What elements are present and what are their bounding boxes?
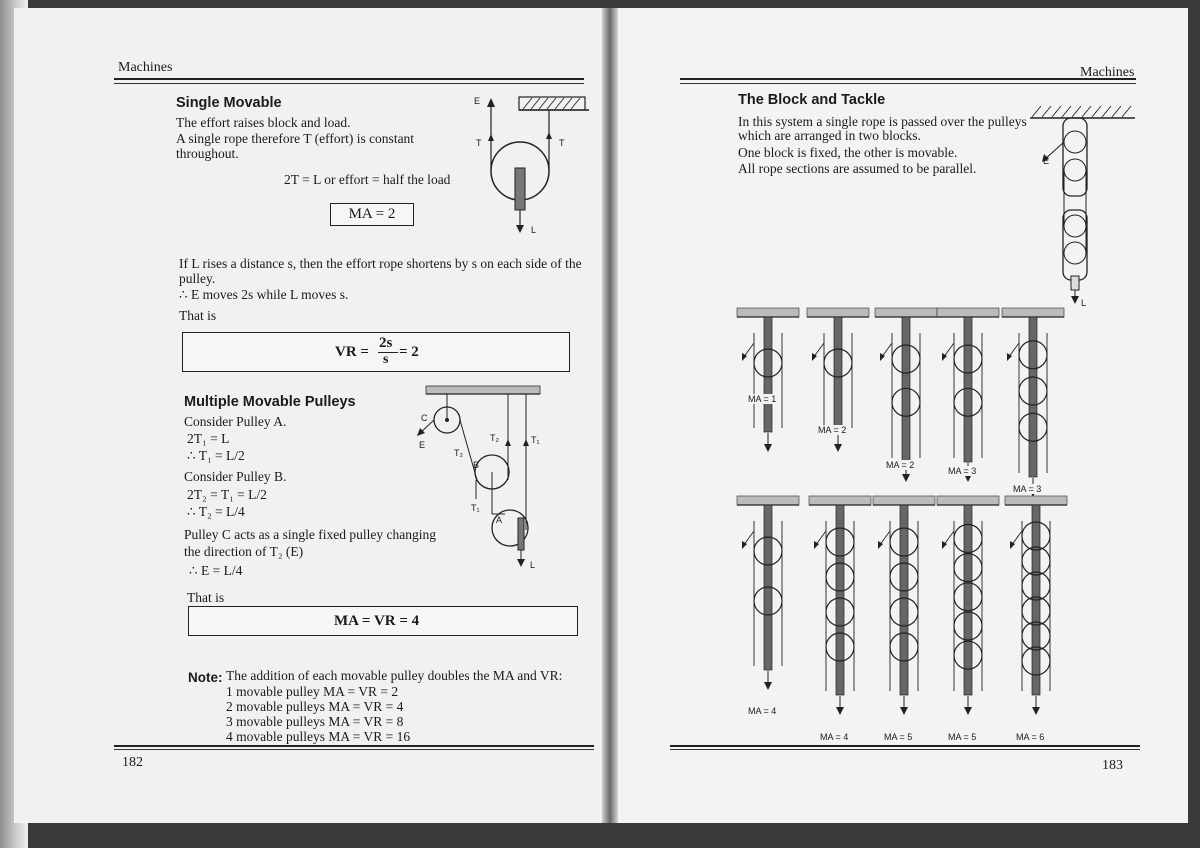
note-row: 2 movable pulleys MA = VR = 4 (226, 699, 404, 714)
vr-lhs: VR = (335, 344, 369, 360)
text-line: ∴ E = L/4 (189, 563, 243, 578)
label-b: B (473, 460, 480, 470)
ma-caption: MA = 6 (1016, 732, 1045, 742)
text-line: 2T₂ = T₁ = L/2 (187, 487, 267, 502)
header-rule (114, 78, 584, 80)
ma-vr-text: MA = VR = 4 (334, 613, 420, 629)
book-spine (602, 8, 618, 823)
note-label: Note: (188, 670, 223, 685)
block-tackle-system-r2-2 (869, 496, 939, 751)
multiple-pulleys-diagram (414, 384, 574, 569)
ma-caption: MA = 1 (748, 394, 777, 404)
text-line: pulley. (179, 271, 216, 286)
label-t2: T₂ (454, 448, 463, 458)
note-row: 3 movable pulleys MA = VR = 8 (226, 714, 404, 729)
note-text: The addition of each movable pulley doubles the MA and VR: (226, 668, 563, 683)
ma-caption: MA = 2 (886, 460, 915, 470)
text-line: The effort raises block and load. (176, 115, 351, 130)
label-c: C (421, 413, 428, 423)
text-line: A single rope therefore T (effort) is constant (176, 131, 415, 146)
ma-caption: MA = 4 (748, 706, 777, 716)
running-head: Machines (1080, 65, 1135, 80)
label-t1: T₁ (471, 503, 480, 513)
ma-box: MA = 2 (330, 203, 414, 226)
vr-denominator: s (383, 352, 389, 367)
section-title: Multiple Movable Pulleys (184, 394, 356, 410)
ma-caption: MA = 5 (948, 732, 977, 742)
page-number: 183 (1102, 758, 1123, 773)
header-rule-thin (114, 83, 584, 84)
ma-caption: MA = 3 (948, 466, 977, 476)
text-line: In this system a single rope is passed over the pulleys (738, 114, 1027, 129)
section-title: Single Movable (176, 95, 282, 111)
footer-rule (114, 745, 594, 747)
text-line: which are arranged in two blocks. (738, 128, 921, 143)
ma-caption: MA = 4 (820, 732, 849, 742)
block-tackle-system-r1-2 (871, 308, 941, 518)
text-line: 2T₁ = L (187, 431, 230, 446)
equation: 2T = L or effort = half the load (284, 172, 451, 187)
left-page (14, 8, 616, 823)
text-line: Consider Pulley B. (184, 469, 287, 484)
text-line: If L rises a distance s, then the effort rope shortens by s on each side of the (179, 256, 582, 271)
running-head: Machines (118, 60, 173, 75)
text-line: throughout. (176, 146, 239, 161)
block-tackle-system-r2-1 (805, 496, 875, 751)
label-load: L (531, 225, 537, 235)
label-t2: T₂ (490, 433, 499, 443)
block-tackle-system-r2-4 (1001, 496, 1071, 751)
header-rule (680, 78, 1136, 80)
footer-rule-thin (114, 749, 594, 750)
label-a: A (496, 515, 503, 525)
label-effort: E (1043, 156, 1050, 166)
text-line: ∴ E moves 2s while L moves s. (179, 287, 349, 302)
ma-vr-box (188, 606, 578, 636)
block-and-tackle-diagram (1030, 100, 1140, 305)
block-tackle-system-r2-3 (933, 496, 1003, 751)
text-line: One block is fixed, the other is movable. (738, 145, 958, 160)
label-effort: E (474, 96, 481, 106)
vr-box (182, 332, 570, 372)
ma-caption: MA = 3 (1013, 484, 1042, 494)
text-line: Consider Pulley A. (184, 414, 287, 429)
ma-caption: MA = 2 (818, 425, 847, 435)
block-tackle-system-r1-1 (803, 308, 873, 488)
page-number: 182 (122, 755, 143, 770)
text-line: That is (179, 308, 217, 323)
text-line: the direction of T₂ (E) (184, 544, 304, 559)
vr-rhs: = 2 (399, 344, 419, 360)
label-tension: T (559, 138, 565, 148)
text-line: That is (187, 590, 225, 605)
section-title: The Block and Tackle (738, 92, 886, 108)
note-row: 1 movable pulley MA = VR = 2 (226, 684, 399, 699)
label-load: L (1081, 298, 1087, 308)
vr-numerator: 2s (379, 335, 393, 351)
text-line: ∴ T₁ = L/2 (187, 448, 245, 463)
text-line: All rope sections are assumed to be parallel. (738, 161, 977, 176)
text-line: Pulley C acts as a single fixed pulley changing (184, 527, 436, 542)
label-load: L (530, 560, 536, 570)
header-rule-thin (680, 83, 1136, 84)
label-effort: E (419, 440, 426, 450)
ma-caption: MA = 5 (884, 732, 913, 742)
text-line: ∴ T₂ = L/4 (187, 504, 245, 519)
single-movable-pulley-diagram (469, 94, 589, 234)
right-page (618, 8, 1188, 823)
block-tackle-system-r2-0 (733, 496, 803, 726)
label-t1: T₁ (531, 435, 540, 445)
block-tackle-system-r1-3 (933, 308, 1003, 518)
label-tension: T (476, 138, 482, 148)
note-row: 4 movable pulleys MA = VR = 16 (226, 729, 411, 744)
